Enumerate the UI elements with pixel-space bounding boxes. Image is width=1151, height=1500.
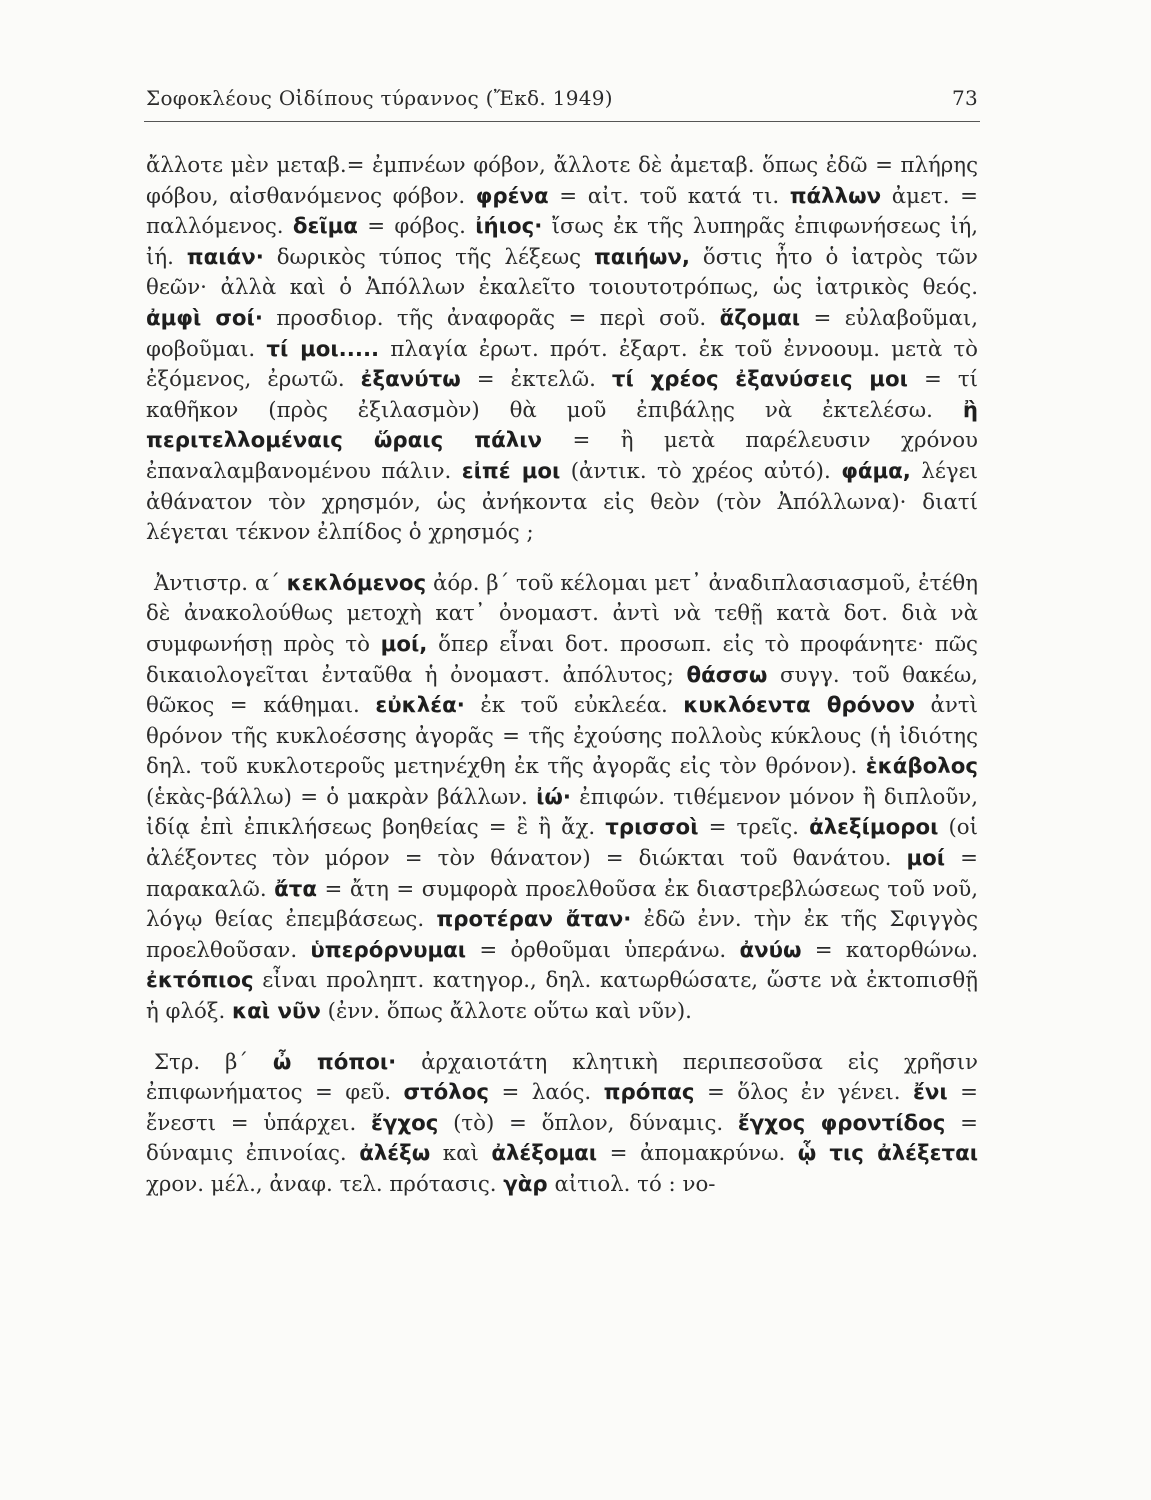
header-rule	[144, 121, 980, 122]
lemma-term: παιάν·	[186, 244, 264, 270]
commentary-segment: ἀόρ. β΄ τοῦ κέλομαι μετ᾽ ἀναδιπλασιασμοῦ, ἐτέθη δὲ ἀνακολούθως μετοχὴ κατ᾽ ὀνομαστ. ἀντὶ νὰ τεθῇ κατὰ δοτ. διὰ νὰ συμφωνήσῃ πρὸς τὸ	[146, 570, 978, 657]
lemma-term: παιήων,	[593, 244, 690, 270]
commentary-segment: = ἀπομακρύνω.	[597, 1141, 798, 1167]
lemma-term: εἰπέ μοι	[461, 458, 561, 484]
commentary-segment: = δύναμις ἐπινοίας.	[146, 1110, 978, 1167]
commentary-segment: = παρακαλῶ.	[146, 846, 978, 902]
lemma-term: ἰήιος·	[475, 214, 543, 240]
lemma-term: πάλλων	[789, 183, 882, 209]
commentary-segment: ὅπερ εἶναι δοτ. προσωπ. εἰς τὸ προφάνητε· πῶς δικαιολογεῖται ἐνταῦθα ἡ ὀνομαστ. ἀπόλυτος;	[146, 631, 978, 688]
lemma-term: ἐξανύτω	[360, 367, 461, 393]
lemma-term: δεῖμα	[292, 214, 358, 240]
commentary-segment: (οἱ ἀλέξοντες τὸν μόρον = τὸν θάνατον) = διώκται τοῦ θανάτου.	[146, 815, 978, 872]
page-number: 73	[951, 86, 978, 110]
commentary-segment: συγγ. τοῦ θακέω, θῶκος = κάθημαι.	[146, 662, 978, 719]
commentary-segment: Ἀντιστρ. α΄	[154, 570, 287, 596]
commentary-segment: (ἑκὰς-βάλλω) = ὁ μακρὰν βάλλων.	[146, 784, 537, 810]
lemma-term: καὶ νῦν	[232, 999, 321, 1025]
lemma-term: γὰρ	[503, 1172, 548, 1197]
lemma-term: ἅζομαι	[719, 305, 801, 331]
lemma-term: μοί	[906, 846, 946, 872]
commentary-segment: = εὐλαβοῦμαι, φοβοῦμαι.	[146, 305, 978, 362]
paragraph-antistrophe-a	[146, 569, 978, 1028]
commentary-segment: (τὸ) = ὅπλον, δύναμις.	[438, 1110, 738, 1136]
lemma-term: ἔγχος	[371, 1110, 439, 1136]
commentary-segment: = λαός.	[488, 1080, 604, 1106]
commentary-segment: ἐκ τοῦ εὐκλεέα.	[464, 693, 684, 719]
paragraph-strophe-b	[146, 1048, 978, 1201]
commentary-segment: Στρ. β΄	[154, 1049, 273, 1075]
commentary-segment: αἰτιολ. τό : νο-	[547, 1172, 716, 1197]
commentary-segment: = ὅλος ἐν γένει.	[694, 1080, 913, 1106]
lemma-term: κυκλόεντα θρόνον	[683, 693, 915, 719]
lemma-term: μοί,	[380, 631, 428, 657]
lemma-term: στόλος	[403, 1080, 489, 1106]
lemma-term: φάμα,	[841, 458, 911, 484]
commentary-segment: = ἢ μετὰ παρέλευσιν χρόνου ἐπαναλαμβανομένου πάλιν.	[146, 428, 978, 484]
commentary-segment: χρον. μέλ., ἀναφ. τελ. πρότασις.	[146, 1172, 504, 1197]
commentary-segment: = αἰτ. τοῦ κατά τι.	[548, 183, 790, 209]
commentary-segment: (ἀντικ. τὸ χρέος αὐτό).	[560, 458, 842, 484]
lemma-term: ἑκάβολος	[865, 754, 978, 780]
commentary-segment: = φόβος.	[357, 214, 476, 240]
lemma-term: ἀλεξίμοροι	[809, 815, 939, 841]
commentary-segment: = ἄτη = συμφορὰ προελθοῦσα ἐκ διαστρεβλώσεως τοῦ νοῦ, λόγῳ θείας ἐπεμβάσεως.	[146, 876, 978, 933]
commentary-segment: = ἔνεστι = ὑπάρχει.	[146, 1080, 978, 1136]
lemma-term: τί μοι.....	[266, 336, 380, 362]
lemma-term: ἢ περιτελλομέναις ὥραις πάλιν	[146, 397, 978, 454]
lemma-term: προτέραν ἄταν·	[436, 907, 632, 933]
lemma-term: τί χρέος ἐξανύσεις μοι	[611, 367, 908, 393]
lemma-term: ἐκτόπιος	[146, 968, 254, 994]
lemma-term: πρόπας	[603, 1080, 695, 1106]
commentary-segment: ἴσως ἐκ τῆς λυπηρᾶς ἐπιφωνήσεως ἰή, ἰή.	[146, 214, 979, 270]
lemma-term: ἀμφὶ σοί·	[146, 305, 263, 331]
commentary-segment: ἐπιφών. τιθέμενον μόνον ἢ διπλοῦν, ἰδίᾳ ἐπὶ ἐπικλήσεως βοηθείας = ἒ ἢ ἄχ.	[146, 784, 978, 841]
lemma-term: θάσσω	[686, 662, 768, 688]
commentary-segment: = ἐκτελῶ.	[460, 367, 612, 393]
lemma-term: ἄτα	[274, 876, 317, 902]
commentary-segment: καὶ	[430, 1141, 492, 1167]
lemma-term: ὦ πόποι·	[272, 1049, 397, 1075]
running-title: Σοφοκλέους Οἰδίπους τύραννος (Ἔκδ. 1949)	[146, 86, 613, 110]
lemma-term: φρένα	[475, 183, 549, 209]
commentary-segment: ἄλλοτε μὲν μεταβ.= ἐμπνέων φόβον, ἄλλοτε δὲ ἀμεταβ. ὅπως ἐδῶ = πλήρης φόβου, αἰσθανόμενος φόβον.	[146, 153, 978, 209]
commentary-segment: = ὀρθοῦμαι ὑπεράνω.	[466, 937, 740, 963]
commentary-segment: ἀντὶ θρόνον τῆς κυκλοέσσης ἀγορᾶς = τῆς ἐχούσης πολλοὺς κύκλους (ἡ ἰδιότης δηλ. τοῦ κυκλοτεροῦς μετηνέχθη ἐκ τῆς ἀγορᾶς εἰς τὸν θρόνον).	[146, 693, 978, 780]
lemma-term: εὐκλέα·	[375, 693, 465, 719]
commentary-segment: εἶναι προληπτ. κατηγορ., δηλ. κατωρθώσατε, ὥστε νὰ ἐκτοπισθῇ ἡ φλόξ.	[146, 968, 978, 1025]
commentary-segment: (ἐνν. ὅπως ἄλλοτε οὕτω καὶ νῦν).	[320, 999, 692, 1025]
lemma-term: κεκλόμενος	[286, 570, 427, 596]
page-header	[146, 86, 978, 120]
lemma-term: ἰώ·	[536, 784, 571, 810]
paragraph-strophe-a	[146, 151, 978, 549]
commentary-segment: ἀρχαιοτάτη κλητικὴ περιπεσοῦσα εἰς χρῆσιν ἐπιφωνήματος = φεῦ.	[146, 1049, 978, 1106]
commentary-segment: προσδιορ. τῆς ἀναφορᾶς = περὶ σοῦ.	[262, 305, 720, 331]
lemma-term: ἔνι	[913, 1080, 948, 1106]
commentary-segment: = κατορθώνω.	[801, 937, 978, 963]
commentary-text	[146, 151, 978, 1201]
lemma-term: ἀλέξομαι	[491, 1141, 598, 1167]
commentary-segment: ἀμετ. = παλλόμενος.	[146, 183, 978, 240]
lemma-term: ὑπερόρνυμαι	[310, 937, 467, 963]
commentary-segment: = τρεῖς.	[698, 815, 810, 841]
commentary-segment: ὅστις ἦτο ὁ ἰατρὸς τῶν θεῶν· ἀλλὰ καὶ ὁ Ἀπόλλων ἐκαλεῖτο τοιουτοτρόπως, ὡς ἰατρικὸς θεός.	[146, 244, 978, 301]
commentary-segment: πλαγία ἐρωτ. πρότ. ἐξαρτ. ἐκ τοῦ ἐννοουμ. μετὰ τὸ ἐξόμενος, ἐρωτῶ.	[146, 336, 978, 393]
commentary-segment: λέγει ἀθάνατον τὸν χρησμόν, ὡς ἀνήκοντα εἰς θεὸν (τὸν Ἀπόλλωνα)· διατί λέγεται τέκνον ἐλπίδος ὁ χρησμός ;	[146, 458, 978, 546]
commentary-segment: ἐδῶ ἐνν. τὴν ἐκ τῆς Σφιγγὸς προελθοῦσαν.	[146, 907, 978, 963]
lemma-term: τρισσοὶ	[605, 815, 699, 841]
lemma-term: ᾧ τις ἀλέξεται	[797, 1141, 978, 1167]
lemma-term: ἔγχος φροντίδος	[737, 1110, 946, 1136]
lemma-term: ἀνύω	[739, 937, 802, 963]
lemma-term: ἀλέξω	[359, 1141, 431, 1167]
commentary-segment: δωρικὸς τύπος τῆς λέξεως	[263, 244, 594, 270]
commentary-segment: = τί καθῆκον (πρὸς ἐξιλασμὸν) θὰ μοῦ ἐπιβάλῃς νὰ ἐκτελέσω.	[146, 367, 978, 423]
